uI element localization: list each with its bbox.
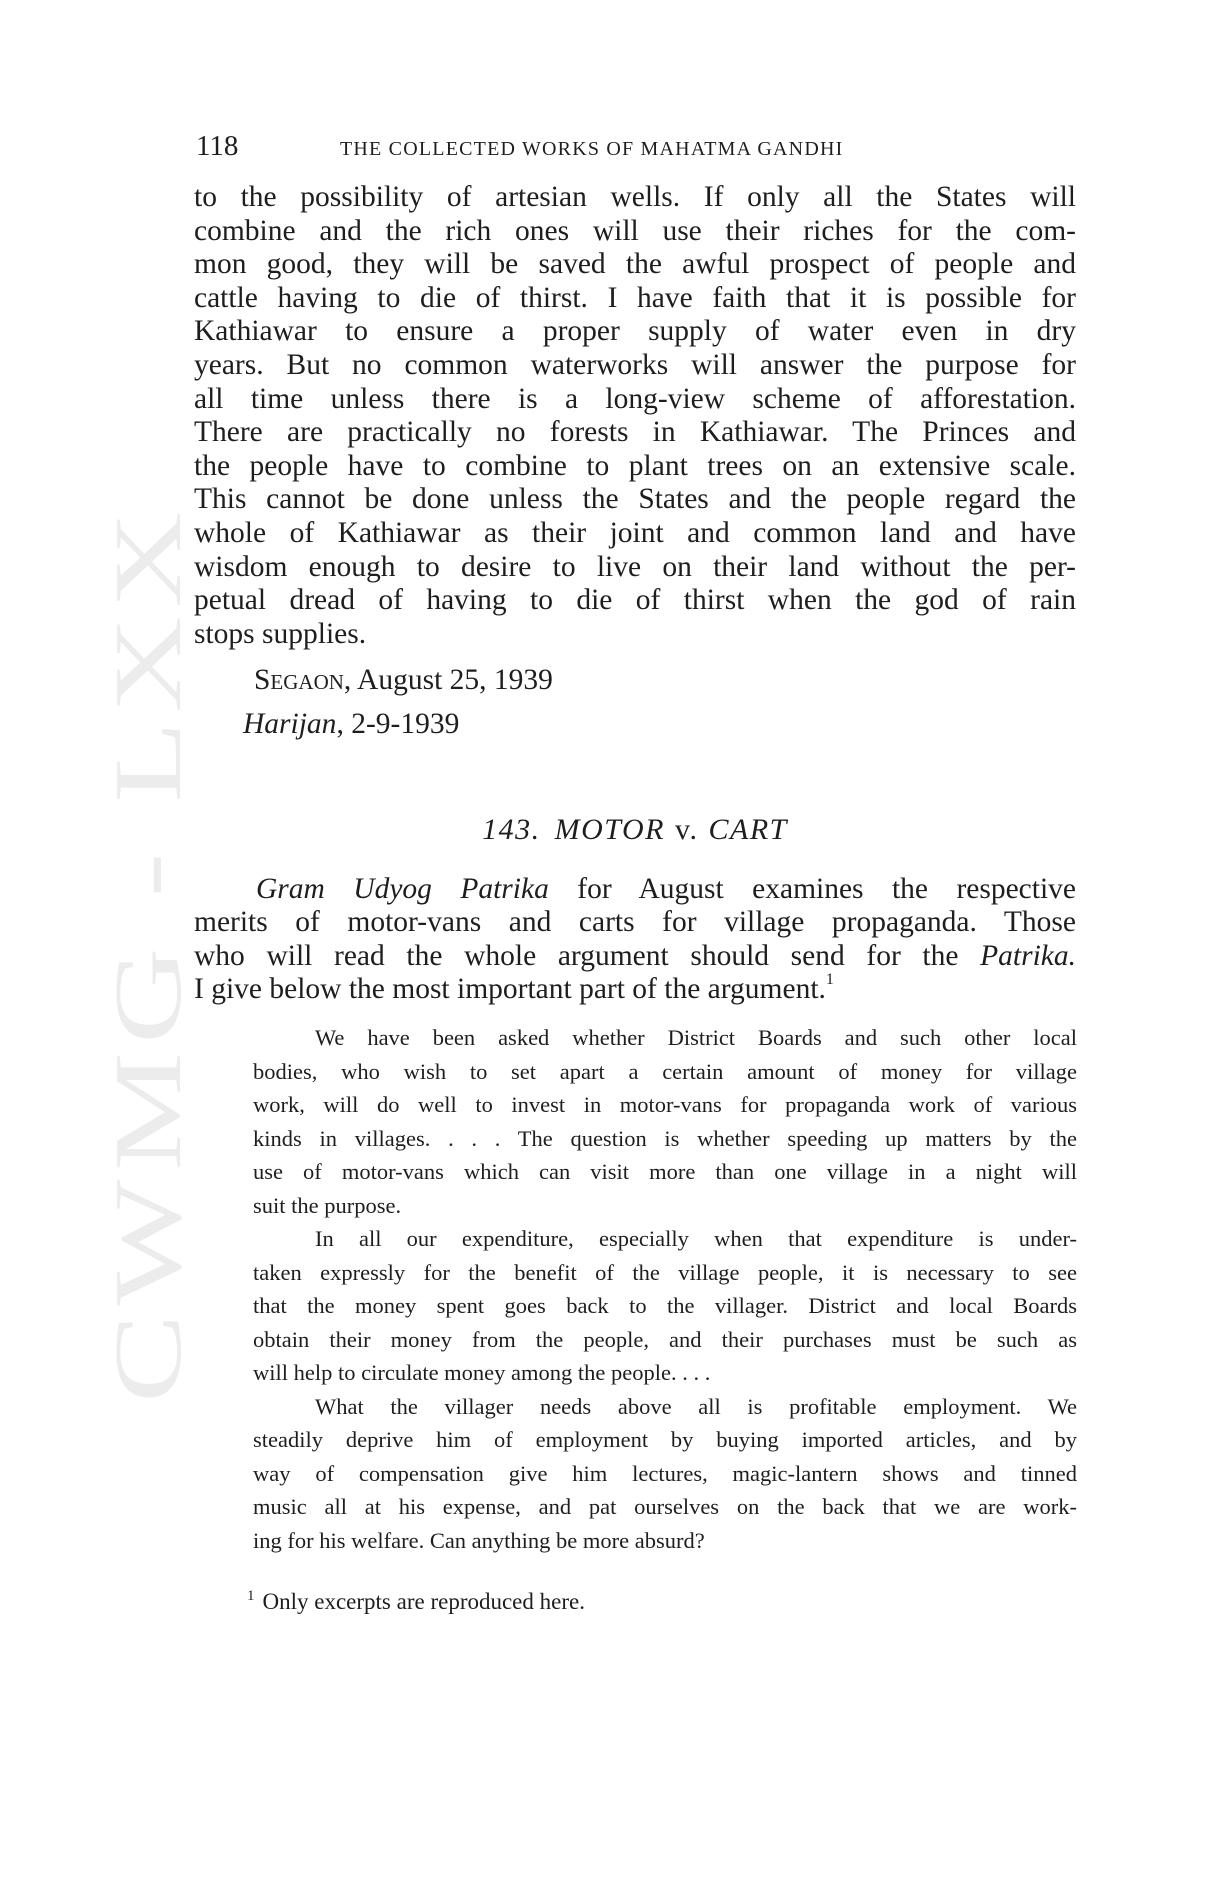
body-line: Kathiawar to ensure a proper supply of water even in dry <box>194 315 1076 348</box>
quote-line: music all at his expense, and pat ourselves on the back that we are work- <box>253 1494 1077 1519</box>
body-line: years. But no common waterworks will answer the purpose for <box>194 348 1076 381</box>
article-number: 143. <box>482 813 541 846</box>
body-paragraph <box>194 181 1076 651</box>
quote-line: way of compensation give him lectures, magic-lantern shows and tinned <box>253 1460 1077 1486</box>
article-heading <box>194 813 1076 847</box>
intro-line <box>194 973 1076 1006</box>
intro-line-text: who will read the whole argument should send for the <box>194 939 959 972</box>
body-line: wisdom enough to desire to live on their land without the per- <box>194 550 1076 583</box>
quote-paragraph <box>253 1222 1077 1390</box>
quote-line: taken expressly for the benefit of the village people, it is necessary to see <box>253 1259 1077 1285</box>
intro-line <box>194 940 1076 973</box>
watermark <box>94 498 201 1408</box>
quote-line: kinds in villages. . . . The question is whether speeding up matters by the <box>253 1125 1077 1151</box>
quote-line: steadily deprive him of employment by buying imported articles, and by <box>253 1427 1077 1452</box>
footnote-reference[interactable]: 1 <box>825 971 834 989</box>
page-number: 118 <box>196 130 239 162</box>
article-title-part1: MOTOR <box>554 813 665 846</box>
quote-line: ing for his welfare. Can anything be more absurd? <box>253 1527 705 1553</box>
source-publication: Harijan <box>243 708 337 740</box>
dateline-place: Segaon <box>254 664 344 696</box>
quote-line: that the money spent goes back to the villager. District and local Boards <box>253 1293 1077 1318</box>
watermark-text: CWMG - LXX <box>94 756 201 1403</box>
dateline-date: , August 25, 1939 <box>343 664 553 696</box>
intro-line-text: for August examines the respective <box>577 873 1077 905</box>
body-line: all time unless there is a long-view scheme of afforestation. <box>194 382 1076 415</box>
intro-paragraph <box>194 873 1076 1007</box>
body-line: to the possibility of artesian wells. If only all the States will <box>194 181 1076 213</box>
quote-line: obtain their money from the people, and their purchases must be such as <box>253 1326 1077 1352</box>
intro-line: merits of motor-vans and carts for village propaganda. Those <box>194 906 1076 939</box>
article-title-part2: CART <box>708 813 788 846</box>
body-line: cattle having to die of thirst. I have faith that it is possible for <box>194 281 1076 314</box>
body-line: stops supplies. <box>194 617 367 650</box>
footnote-text: Only excerpts are reproduced here. <box>262 1589 585 1614</box>
footnote <box>247 1589 585 1615</box>
source-date: , 2-9-1939 <box>336 708 460 740</box>
source-citation <box>243 708 459 741</box>
body-line: combine and the rich ones will use their riches for the com- <box>194 214 1076 247</box>
intro-line-text: I give below the most important part of the argument. <box>194 973 826 1006</box>
body-line: This cannot be done unless the States and the people regard the <box>194 483 1076 516</box>
running-title: THE COLLECTED WORKS OF MAHATMA GANDHI <box>340 138 844 160</box>
page-header <box>196 130 1076 164</box>
quote-line: suit the purpose. <box>253 1192 402 1218</box>
article-versus: v. <box>674 813 699 846</box>
quote-line: bodies, who wish to set apart a certain amount of money for village <box>253 1058 1077 1084</box>
quote-line: work, will do well to invest in motor-vans for propaganda work of various <box>253 1092 1077 1117</box>
quote-line: will help to circulate money among the people. . . . <box>253 1360 711 1385</box>
dateline <box>254 664 553 697</box>
body-line: the people have to combine to plant trees on an extensive scale. <box>194 449 1076 482</box>
intro-line <box>194 873 1076 906</box>
body-line: There are practically no forests in Kathiawar. The Princes and <box>194 416 1076 449</box>
body-line: whole of Kathiawar as their joint and common land and have <box>194 516 1076 549</box>
body-line: petual dread of having to die of thirst when the god of rain <box>194 584 1076 617</box>
quote-paragraph <box>253 1390 1077 1558</box>
quote-line: use of motor-vans which can visit more than one village in a night will <box>253 1159 1077 1184</box>
block-quote <box>253 1021 1077 1557</box>
body-line: mon good, they will be saved the awful prospect of people and <box>194 248 1076 281</box>
publication-name: Gram Udyog Patrika <box>256 873 549 905</box>
footnote-marker: 1 <box>247 1588 255 1604</box>
publication-name: Patrika. <box>980 939 1076 972</box>
quote-line: In all our expenditure, especially when that expenditure is under- <box>315 1226 1077 1251</box>
watermark-graphic <box>94 498 201 1408</box>
quote-line: What the villager needs above all is profitable employment. We <box>315 1393 1077 1419</box>
quote-paragraph <box>253 1021 1077 1222</box>
quote-line: We have been asked whether District Boards and such other local <box>315 1025 1077 1050</box>
